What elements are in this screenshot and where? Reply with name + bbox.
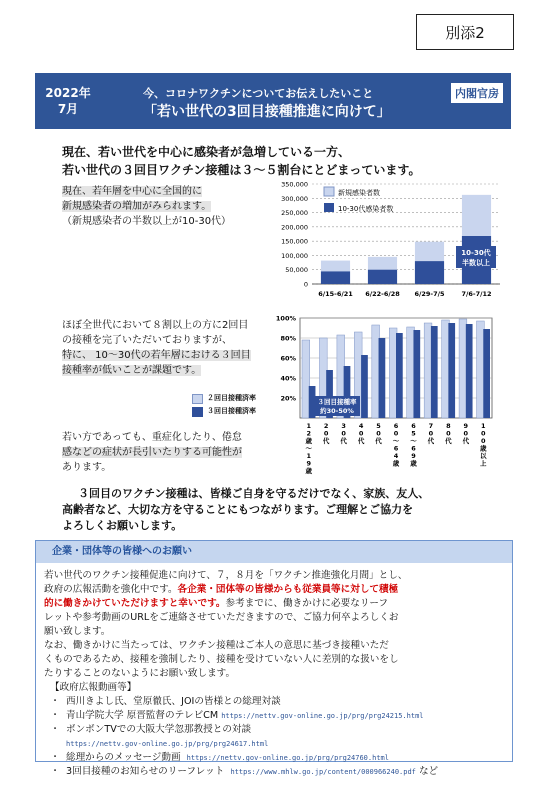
y-tick-label: 250,000 <box>281 209 308 218</box>
y-tick-label: 100,000 <box>281 251 308 260</box>
bar-third-dose <box>431 326 438 418</box>
x-tick-label: 6/15-6/21 <box>318 290 353 298</box>
notice-emphasis: 的に働きかけていただけますと幸いです。 <box>44 598 226 609</box>
x-tick-label: 4 0 代 <box>357 422 365 445</box>
notice-body <box>44 569 506 779</box>
note-line: 新規感染者の増加がみられます。 <box>62 201 212 212</box>
x-tick-label: 6/22-6/28 <box>365 290 400 298</box>
note-vaccination <box>62 318 251 378</box>
x-tick-label: 2 0 代 <box>322 422 330 445</box>
annotation-line: 半数以上 <box>462 259 490 267</box>
list-title: 【政府広報動画等】 <box>50 682 137 693</box>
annex-label <box>416 14 514 50</box>
item-text: 西川きよし氏、堂原徹氏、JOIの皆様との総理対談 <box>66 696 281 707</box>
list-item: ・ 総理からのメッセージ動画 https://nettv.gov-online.go.jp/prg/prg24760.html <box>50 752 389 763</box>
x-tick-label: 7 0 代 <box>427 422 435 445</box>
bar-third-dose <box>483 329 490 418</box>
banner-title: 「若い世代の3回目接種推進に向けて」 <box>143 104 391 120</box>
item-link[interactable]: https://nettv.gov-online.go.jp/prg/prg24760.html <box>186 754 389 762</box>
legend-swatch-second <box>192 394 203 404</box>
infection-chart <box>268 178 508 308</box>
annotation-line: 10-30代 <box>461 249 491 257</box>
y-tick-label: 200,000 <box>281 223 308 232</box>
bar-young <box>368 270 397 284</box>
headline <box>62 143 420 179</box>
chart-legend <box>324 187 393 213</box>
bar-third-dose <box>413 330 420 418</box>
annex-text: 別添2 <box>445 23 485 42</box>
legend-swatch-total <box>324 187 334 196</box>
notice-line: 若い世代のワクチン接種促進に向けて、７，８月を「ワクチン推進強化月間」とし、 <box>44 570 408 581</box>
y-tick-label: 20% <box>280 394 296 403</box>
list-item: ・ ボンボンTVでの大阪大学忽那教授との対談 <box>50 724 252 735</box>
bar-young <box>321 271 350 284</box>
item-text: ボンボンTVでの大阪大学忽那教授との対談 <box>66 724 252 735</box>
title-banner <box>35 73 511 129</box>
y-tick-label: 300,000 <box>281 194 308 203</box>
list-item-continued <box>44 737 506 751</box>
chart-annotation <box>314 396 360 416</box>
list-item: ・ 西川きよし氏、堂原徹氏、JOIの皆様との総理対談 <box>50 696 281 707</box>
note-line: 現在、若年層を中心に全国的に <box>62 186 202 197</box>
x-tick-label: 1 0 0 歳以上 <box>480 422 487 468</box>
y-tick-label: 150,000 <box>281 237 308 246</box>
notice-text: 政府の広報活動を強化中です。 <box>44 584 178 595</box>
notice-line: くものであるため、接種を強制したり、接種を受けていない人に差別的な扱いをし <box>44 654 399 665</box>
legend-label-third: ３回目接種済率 <box>207 407 256 415</box>
month-text: 7月 <box>57 102 79 116</box>
y-tick-label: 350,000 <box>281 180 308 189</box>
legend-label-second: ２回目接種済率 <box>207 394 256 402</box>
item-text: 青山学院大学 原晋監督のテレビCM <box>66 710 219 721</box>
annotation-line: ３回目接種率 <box>317 398 357 406</box>
year-text: 2022年 <box>45 86 91 100</box>
message <box>62 486 429 534</box>
notice-line: レットや参考動画のURLをご連絡させていただきますので、ご協力何卒よろしくお <box>44 612 399 623</box>
x-tick-label: 8 0 代 <box>445 422 452 445</box>
message-line: ３回目のワクチン接種は、皆様ご自身を守るだけでなく、家族、友人、 <box>78 487 430 500</box>
banner-subtitle: 今、コロナワクチンについてお伝えしたいこと <box>143 87 374 100</box>
y-tick-label: 80% <box>280 334 296 343</box>
bar-second-dose <box>424 323 432 418</box>
bar-third-dose <box>396 333 403 418</box>
note-line: 感などの症状が長引いたりする可能性が <box>62 447 242 458</box>
note-symptoms <box>62 430 242 475</box>
bar-third-dose <box>379 338 386 418</box>
bar-young <box>415 261 444 284</box>
note-line: （新規感染者の半数以上が10-30代） <box>62 216 232 227</box>
x-tick-label: 6 5 〜 6 9 歳 <box>410 422 417 468</box>
vaccination-legend <box>192 392 256 418</box>
annotation-line: 約30-50% <box>320 407 354 415</box>
bar-second-dose <box>477 321 485 418</box>
chart-annotation <box>456 246 496 268</box>
headline-line: 現在、若い世代を中心に感染者が急増している一方、 <box>62 145 351 159</box>
bar-third-dose <box>361 355 368 418</box>
bar-second-dose <box>372 325 380 418</box>
notice-box <box>35 540 513 777</box>
organization-badge: 内閣官房 <box>451 83 503 103</box>
item-text: 3回目接種のお知らせのリーフレット <box>66 766 225 777</box>
y-tick-label: 60% <box>280 354 296 363</box>
x-tick-label: 7/6-7/12 <box>461 290 492 298</box>
bar-third-dose <box>466 324 473 418</box>
y-tick-label: 100% <box>275 314 296 323</box>
vaccination-chart <box>270 312 510 490</box>
bar-second-dose <box>442 320 450 418</box>
date-block <box>35 73 101 129</box>
notice-line: 願い致します。 <box>44 626 111 637</box>
y-tick-label: 40% <box>280 374 296 383</box>
note-infections <box>62 184 231 229</box>
legend-label-young: 10-30代感染者数 <box>338 205 394 213</box>
bar-second-dose <box>389 328 397 418</box>
note-line: ほぼ全世代において８割以上の方に2回目 <box>62 320 249 331</box>
y-tick-label: 50,000 <box>285 266 308 275</box>
legend-label-total: 新規感染者数 <box>338 189 380 197</box>
legend-swatch-young <box>324 203 334 212</box>
headline-line: 若い世代の３回目ワクチン接種は３～５割台にとどまっています。 <box>62 163 421 177</box>
message-line: 高齢者など、大切な方を守ることにもつながります。ご理解とご協力を <box>62 503 414 516</box>
x-tick-label: 1 2 歳〜 1 9 歳 <box>305 422 312 475</box>
notice-line: たりすることのないようにお願い致します。 <box>44 668 236 679</box>
legend-swatch-third <box>192 407 203 417</box>
note-line: 接種率が低いことが課題です。 <box>62 365 202 376</box>
note-line: 特に、 10～30代の若年層における３回目 <box>62 350 251 361</box>
list-item: ・ 青山学院大学 原晋監督のテレビCM https://nettv.gov-online.go.jp/prg/prg24215.html <box>50 710 424 721</box>
x-tick-label: 3 0 代 <box>340 422 347 445</box>
x-tick-label: 9 0 代 <box>462 422 470 445</box>
bar-second-dose <box>407 327 415 418</box>
notice-emphasis: 各企業・団体等の皆様からも従業員等に対して積極 <box>177 584 399 595</box>
item-link[interactable]: https://www.mhlw.go.jp/content/000966240.pdf <box>230 768 416 776</box>
y-tick-label: 0 <box>303 280 308 289</box>
item-link[interactable]: https://nettv.gov-online.go.jp/prg/prg24215.html <box>221 712 424 720</box>
item-suffix: など <box>418 766 439 777</box>
list-item: ・ 3回目接種のお知らせのリーフレット https://www.mhlw.go.jp/content/000966240.pdf など <box>50 766 439 777</box>
notice-text: 参考までに、働きかけに必要なリーフ <box>225 598 389 609</box>
bar-third-dose <box>448 323 455 418</box>
bar-second-dose <box>459 319 467 418</box>
item-link[interactable]: https://nettv.gov-online.go.jp/prg/prg24617.html <box>66 740 269 748</box>
x-tick-label: 5 0 代 <box>375 422 382 445</box>
x-tick-label: 6 0 〜 6 4 歳 <box>392 422 400 468</box>
message-line: よろしくお願いします。 <box>62 519 183 532</box>
note-line: 若い方であっても、重症化したり、倦怠 <box>62 432 242 443</box>
notice-line: なお、働きかけに当たっては、ワクチン接種はご本人の意思に基づき接種いただ <box>44 640 389 651</box>
bar-second-dose <box>302 340 310 418</box>
note-line: の接種を完了いただいておりますが、 <box>62 335 232 346</box>
notice-header: 企業・団体等の皆様へのお願い <box>36 541 512 563</box>
x-tick-label: 6/29-7/5 <box>414 290 445 298</box>
item-text: 総理からのメッセージ動画 <box>66 752 181 763</box>
note-line: あります。 <box>62 462 112 473</box>
